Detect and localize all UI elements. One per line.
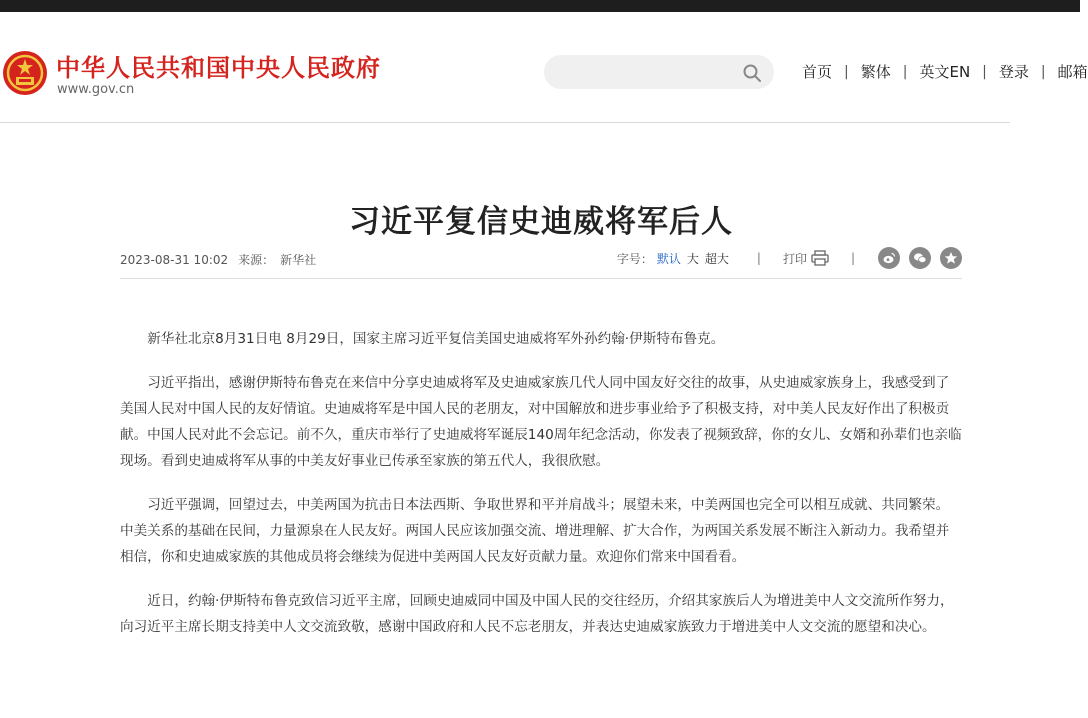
article-title: 习近平复信史迪威将军后人 [349,203,733,240]
tools-separator: | [850,251,855,265]
site-name[interactable]: 中华人民共和国中央人民政府 [56,54,381,82]
weibo-icon[interactable] [878,247,900,269]
publish-date: 2023-08-31 10:02 [120,253,229,267]
nav-mailbox[interactable]: 邮箱 [1057,63,1088,81]
nav-separator: | [902,63,908,80]
nav-login[interactable]: 登录 [998,63,1029,81]
article-paragraph: 近日，约翰·伊斯特布鲁克致信习近平主席，回顾史迪威同中国及中国人民的交往经历，介绍其家族后人为增进美中人文交流所作努力，向习近平主席长期支持美中人文交流致敬，感谢中国政府和人民不忘老朋友，并表达史迪威家族致力于增进美中人文交流的愿望和决心。 [120,593,954,635]
nav-separator: | [844,63,849,80]
favorite-star-icon[interactable] [940,247,962,269]
tools-separator: | [756,251,761,265]
wechat-icon[interactable] [909,247,931,269]
font-size-large[interactable]: 大 [686,251,699,266]
search-input[interactable] [544,55,774,89]
article-meta-bar [120,242,962,279]
national-emblem-icon[interactable] [2,50,48,96]
article-paragraph: 习近平强调，回望过去，中美两国为抗击日本法西斯、争取世界和平并肩战斗；展望未来，中美两国也完全可以相互成就、共同繁荣。中美关系的基础在民间，力量源泉在人民友好。两国人民应该加强交流、增进理解、扩大合作，为两国关系发展不断注入新动力。我希望并相信，你和史迪威家族的其他成员将会继续为促进中美两国人民友好贡献力量。欢迎你们常来中国看看。 [120,497,950,565]
nav-traditional[interactable]: 繁体 [860,63,891,81]
printer-icon[interactable] [811,250,829,266]
nav-home[interactable]: 首页 [802,63,833,81]
top-nav [802,61,1088,82]
source-label: 来源： [238,253,275,267]
site-header [0,12,1088,123]
font-size-label: 字号： [616,251,653,266]
article-paragraph: 习近平指出，感谢伊斯特布鲁克在来信中分享史迪威将军及史迪威家族几代人同中国友好交往的故事，从史迪威家族身上，我感受到了美国人民对中国人民的友好情谊。史迪威将军是中国人民的老朋友，对中国解放和进步事业给予了积极支持，对中美人民友好作出了积极贡献。中国人民对此不会忘记。前不久，重庆市举行了史迪威将军诞辰140周年纪念活动，你发表了视频致辞，你的女儿、女婿和孙辈们也亲临现场。看到史迪威将军从事的中美友好事业已传承至家族的第五代人，我很欣慰。 [120,375,962,469]
nav-separator: | [1040,63,1046,80]
article-tools [617,244,962,272]
site-url[interactable]: www.gov.cn [57,82,135,97]
nav-separator: | [982,63,987,80]
article-paragraph: 新华社北京8月31日电 8月29日，国家主席习近平复信美国史迪威将军外孙约翰·伊斯特布鲁克。 [147,331,725,347]
nav-english[interactable]: 英文EN [919,63,971,81]
font-size-xlarge[interactable]: 超大 [704,251,729,266]
print-label[interactable]: 打印 [782,251,807,266]
article-body [120,326,962,658]
search-icon[interactable] [742,63,762,83]
browser-top-bar [0,0,1080,12]
article-meta-info [120,251,326,268]
font-size-default[interactable]: 默认 [656,251,681,266]
source-name: 新华社 [280,253,317,267]
